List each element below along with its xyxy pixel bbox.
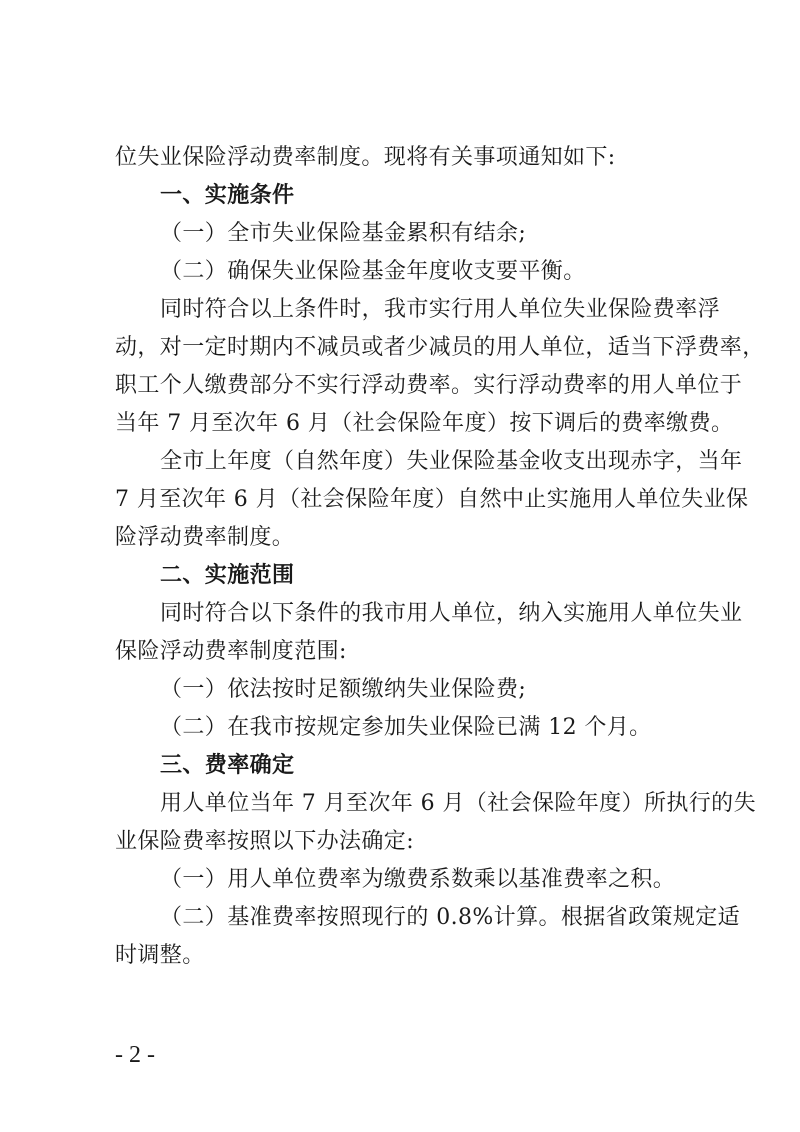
list-item: （二）基准费率按照现行的 0.8%计算。根据省政策规定适 xyxy=(160,905,741,930)
paragraph-line: 位失业保险浮动费率制度。现将有关事项通知如下: xyxy=(115,145,616,170)
paragraph-line: 同时符合以上条件时，我市实行用人单位失业保险费率浮 xyxy=(160,297,721,322)
list-item: （二）确保失业保险基金年度收支要平衡。 xyxy=(160,259,586,284)
paragraph-line: 动，对一定时期内不减员或者少减员的用人单位，适当下浮费率， xyxy=(115,335,765,360)
section-heading-rate-determination: 三、费率确定 xyxy=(160,753,295,778)
paragraph-line: 全市上年度（自然年度）失业保险基金收支出现赤字，当年 xyxy=(160,449,743,474)
paragraph-line: 保险浮动费率制度范围: xyxy=(115,639,347,664)
list-item: （二）在我市按规定参加失业保险已满 12 个月。 xyxy=(160,715,652,740)
paragraph-line: 同时符合以下条件的我市用人单位，纳入实施用人单位失业 xyxy=(160,601,743,626)
paragraph-line: 职工个人缴费部分不实行浮动费率。实行浮动费率的用人单位于 xyxy=(115,373,743,398)
paragraph-line: 时调整。 xyxy=(115,943,205,968)
paragraph-line: 用人单位当年 7 月至次年 6 月（社会保险年度）所执行的失 xyxy=(160,791,756,816)
list-item: （一）全市失业保险基金累积有结余; xyxy=(160,221,527,246)
page-number: - 2 - xyxy=(115,1042,155,1068)
paragraph-line: 当年 7 月至次年 6 月（社会保险年度）按下调后的费率缴费。 xyxy=(115,411,734,436)
list-item: （一）依法按时足额缴纳失业保险费; xyxy=(160,677,527,702)
section-heading-implementation-conditions: 一、实施条件 xyxy=(160,183,295,208)
section-heading-implementation-scope: 二、实施范围 xyxy=(160,563,295,588)
paragraph-line: 险浮动费率制度。 xyxy=(115,525,295,550)
list-item: （一）用人单位费率为缴费系数乘以基准费率之积。 xyxy=(160,867,676,892)
paragraph-line: 7 月至次年 6 月（社会保险年度）自然中止实施用人单位失业保 xyxy=(115,487,749,512)
paragraph-line: 业保险费率按照以下办法确定: xyxy=(115,829,415,854)
